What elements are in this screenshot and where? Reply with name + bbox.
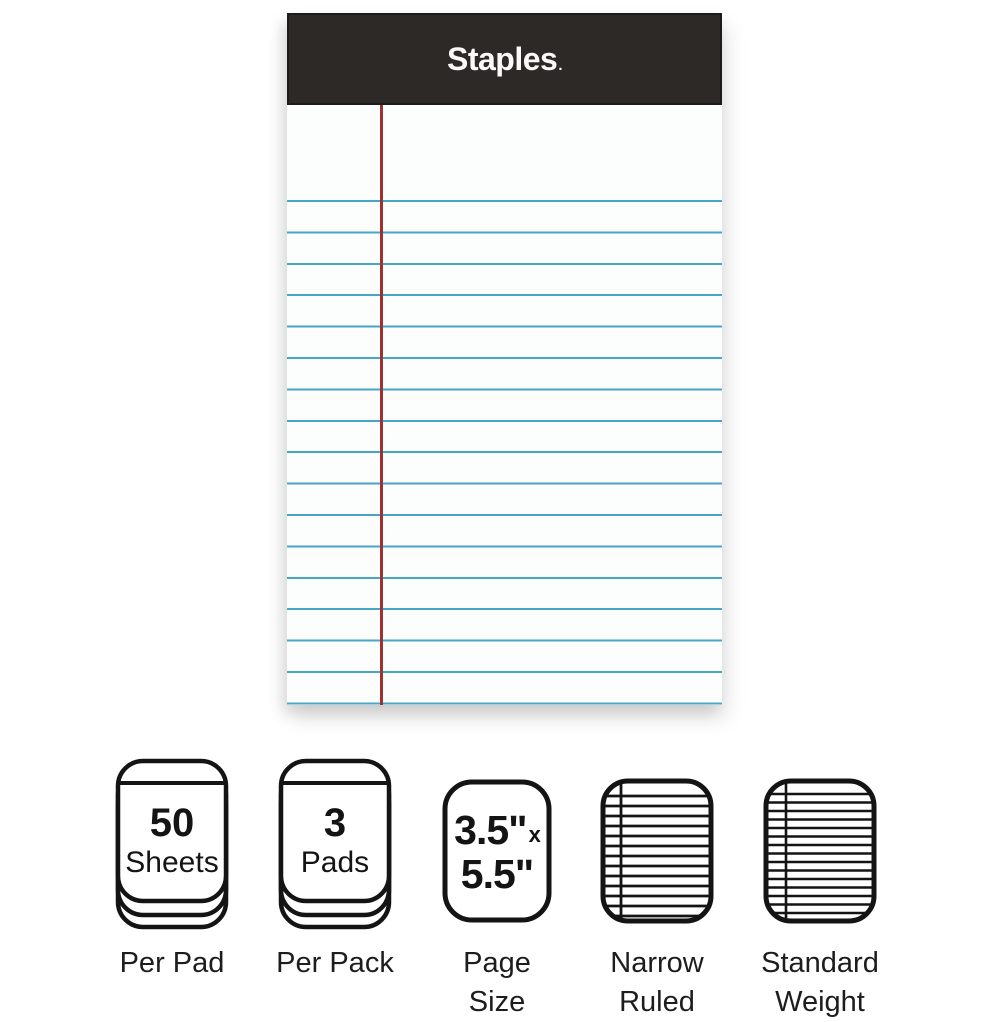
page-size-width: 3.5"x <box>454 807 540 853</box>
ruled-lines <box>287 200 722 707</box>
feature-label: Standard Weight <box>761 947 879 1018</box>
notepad-paper <box>287 105 722 705</box>
pad-stack-icon <box>277 755 393 933</box>
feature-label: Narrow Ruled <box>610 947 704 1018</box>
feature-label: Per Pack <box>276 947 394 979</box>
pads-unit: Pads <box>300 846 370 879</box>
feature-label: Per Pad <box>119 947 225 979</box>
staples-logo-text: Staples <box>447 40 558 77</box>
staples-logo <box>447 41 562 78</box>
page-size-icon <box>439 755 555 924</box>
red-margin-line <box>380 105 383 705</box>
sheets-unit: Sheets <box>125 846 219 879</box>
staples-logo-mark: . <box>558 56 562 74</box>
pad-stack-icon <box>114 755 230 933</box>
notepad-header <box>287 13 722 105</box>
feature-label: Page Size <box>463 947 531 1018</box>
narrow-ruled-icon <box>599 755 715 924</box>
feature-narrow-ruled <box>567 755 747 1018</box>
feature-pads-per-pack <box>245 755 425 1000</box>
standard-weight-icon <box>762 755 878 924</box>
sheets-count: 50 <box>149 801 195 845</box>
notepad <box>287 13 722 705</box>
page-size-height: 5.5" <box>460 851 534 897</box>
pads-count: 3 <box>323 801 347 845</box>
page-size-separator: x <box>528 822 540 847</box>
feature-page-size <box>407 755 587 1018</box>
feature-sheets-per-pad <box>82 755 262 1000</box>
feature-standard-weight <box>730 755 910 1018</box>
